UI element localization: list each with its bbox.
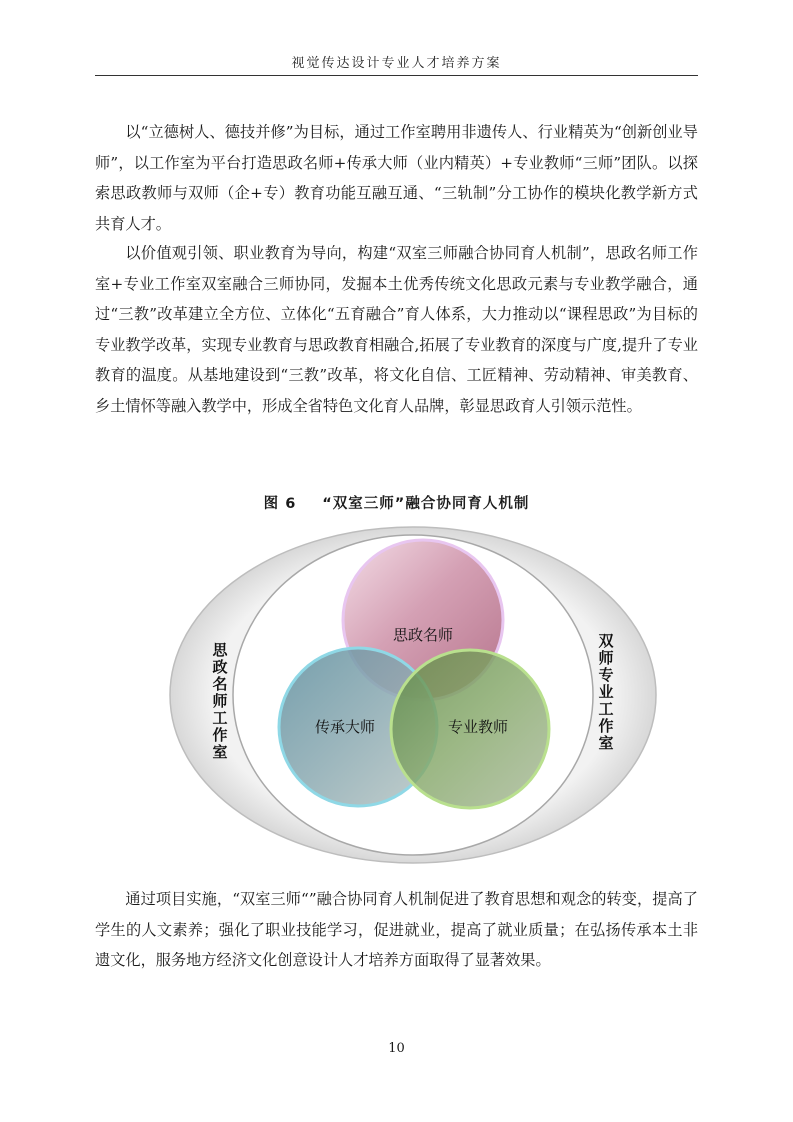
- figure-caption: [95, 492, 698, 513]
- figure-title: “双室三师”融合协同育人机制: [322, 496, 530, 512]
- label-right-circle: 专业教师: [447, 718, 509, 736]
- venn-diagram: [168, 525, 658, 865]
- right-label-text: 双师专业工作室: [598, 632, 614, 752]
- figure-number: 图 6: [263, 496, 297, 512]
- page-number: 10: [388, 1041, 405, 1056]
- body-paragraph-2: 以价值观引领、职业教育为导向，构建“双室三师融合协同育人机制”，思政名师工作室+专业工作室双室融合三师协同，发掘本土优秀传统文化思政元素与专业教学融合，通过“三教”改革建立全方位、立体化“五育融合”育人体系，大力推动以“课程思政”为目标的专业教学改革，实现专业教育与思政教育相融合,拓展了专业教育的深度与广度,提升了专业教育的温度。从基地建设到“三教”改革，将文化自信、工匠精神、劳动精神、审美教育、乡土情怀等融入教学中，形成全省特色文化育人品牌，彰显思政育人引领示范性。: [95, 244, 698, 415]
- left-label-text: 思政名师工作室: [212, 641, 228, 761]
- label-top-circle: 思政名师: [392, 626, 454, 644]
- body-paragraph-3: 通过项目实施，“双室三师“”融合协同育人机制促进了教育思想和观念的转变，提高了学生的人文素养；强化了职业技能学习，促进就业，提高了就业质量；在弘扬传承本土非遗文化，服务地方经济文化创意设计人才培养方面取得了显著效果。: [95, 890, 698, 969]
- left-vertical-label: [212, 641, 228, 761]
- body-paragraph-1: 以“立德树人、德技并修”为目标，通过工作室聘用非遗传人、行业精英为“创新创业导师”，以工作室为平台打造思政名师+传承大师（业内精英）+专业教师“三师”团队。以探索思政教师与双师（企+专）教育功能互融互通、“三轨制”分工协作的模块化教学新方式共育人才。: [95, 123, 698, 233]
- label-left-circle: 传承大师: [314, 718, 376, 736]
- right-vertical-label: [598, 632, 613, 752]
- page-header: 视觉传达设计专业人才培养方案: [291, 56, 502, 71]
- header-rule: [95, 75, 698, 76]
